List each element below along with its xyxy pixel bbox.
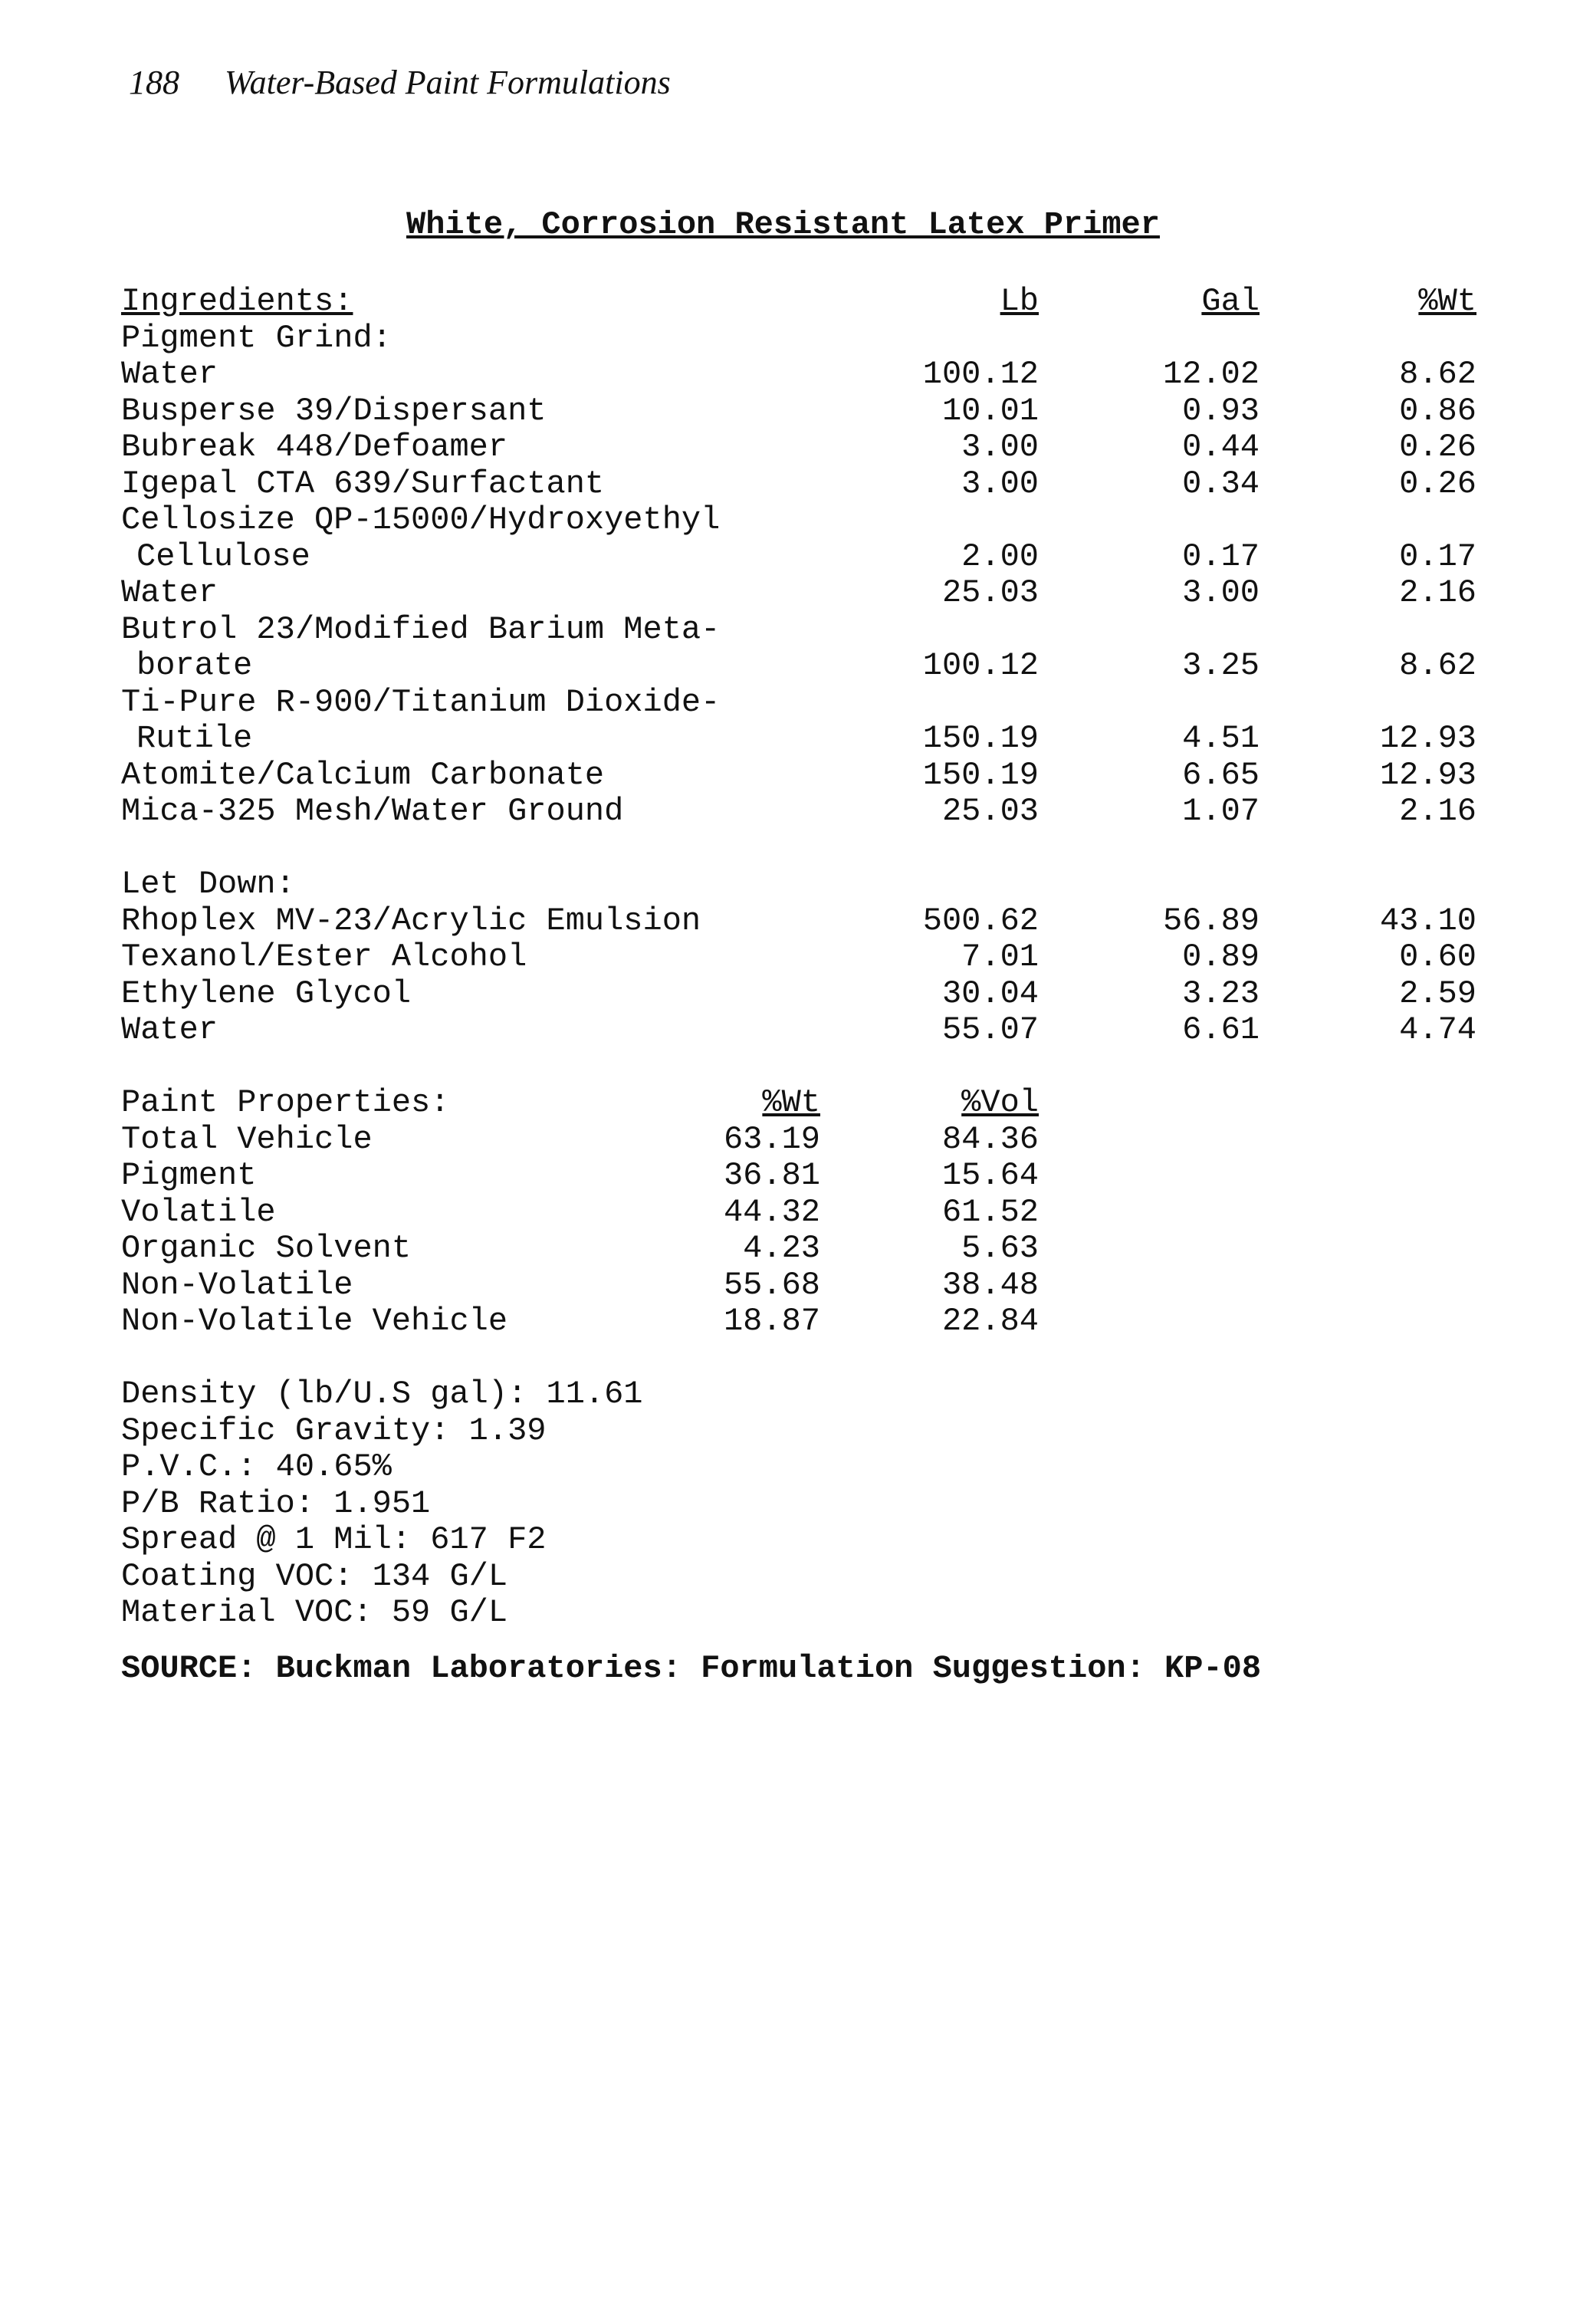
ingredient-row-continued xyxy=(0,648,1570,685)
ingredient-wt: 8.62 xyxy=(1399,356,1476,393)
ingredient-gal: 6.61 xyxy=(1182,1011,1260,1048)
ingredient-row xyxy=(0,612,1570,649)
ingredient-wt: 0.60 xyxy=(1399,938,1476,975)
spread: Spread @ 1 Mil: 617 F2 xyxy=(121,1521,547,1558)
ingredient-lb: 55.07 xyxy=(941,1011,1039,1048)
formulation-title: White, Corrosion Resistant Latex Primer xyxy=(406,206,1160,243)
property-vol: 38.48 xyxy=(941,1266,1039,1303)
property-vol-header: %Vol xyxy=(961,1084,1039,1121)
column-header-row xyxy=(0,284,1570,320)
property-wt: 18.87 xyxy=(723,1303,820,1340)
section-heading: Paint Properties: xyxy=(121,1084,450,1121)
property-wt: 63.19 xyxy=(723,1120,820,1158)
ingredient-wt: 2.59 xyxy=(1399,975,1476,1012)
property-row xyxy=(0,1122,1570,1159)
ingredient-lb: 7.01 xyxy=(961,938,1039,975)
ingredient-lb: 150.19 xyxy=(922,720,1039,757)
source-line: SOURCE: Buckman Laboratories: Formulation Suggestion: KP-08 xyxy=(121,1650,1262,1687)
property-wt: 36.81 xyxy=(723,1157,820,1194)
ingredient-wt: 12.93 xyxy=(1379,720,1476,757)
ingredient-gal: 0.44 xyxy=(1182,429,1260,465)
ingredient-row xyxy=(0,685,1570,722)
ingredient-lb: 25.03 xyxy=(941,793,1039,830)
let-down-heading xyxy=(0,866,1570,903)
ingredient-wt: 2.16 xyxy=(1399,574,1476,611)
ingredient-gal: 6.65 xyxy=(1182,756,1260,794)
specific-gravity: Specific Gravity: 1.39 xyxy=(121,1412,547,1449)
ingredient-gal: 3.23 xyxy=(1182,975,1260,1012)
ingredient-name: Water xyxy=(121,1011,218,1048)
ingredient-name: Igepal CTA 639/Surfactant xyxy=(121,465,605,502)
property-vol: 5.63 xyxy=(961,1230,1039,1267)
paint-properties-header-row xyxy=(0,1085,1570,1122)
lb-header: Lb xyxy=(1000,283,1039,320)
ingredient-lb: 25.03 xyxy=(941,574,1039,611)
ingredient-lb: 150.19 xyxy=(922,756,1039,794)
section-heading: Let Down: xyxy=(121,866,295,902)
ingredient-name: Water xyxy=(121,356,218,393)
ingredient-row xyxy=(0,794,1570,830)
book-title: Water-Based Paint Formulations xyxy=(225,64,671,101)
ingredient-row xyxy=(0,1012,1570,1049)
ingredient-name: Atomite/Calcium Carbonate xyxy=(121,756,605,794)
ingredient-wt: 8.62 xyxy=(1399,647,1476,684)
ingredient-row xyxy=(0,466,1570,503)
ingredient-name-continued: Rutile xyxy=(136,720,253,757)
ingredient-row xyxy=(0,758,1570,794)
ingredient-gal: 56.89 xyxy=(1162,902,1260,939)
property-row xyxy=(0,1267,1570,1304)
property-row xyxy=(0,1158,1570,1195)
ingredient-name: Texanol/Ester Alcohol xyxy=(121,938,527,975)
ingredient-gal: 3.00 xyxy=(1182,574,1260,611)
ingredient-name-continued: Cellulose xyxy=(136,537,310,575)
property-wt: 55.68 xyxy=(723,1266,820,1303)
property-name: Organic Solvent xyxy=(121,1230,412,1267)
ingredient-wt: 2.16 xyxy=(1399,793,1476,830)
property-wt: 4.23 xyxy=(743,1230,820,1267)
ingredient-wt: 0.26 xyxy=(1399,465,1476,502)
ingredient-lb: 100.12 xyxy=(922,647,1039,684)
ingredient-row xyxy=(0,357,1570,393)
ingredient-row xyxy=(0,393,1570,430)
ingredient-row xyxy=(0,903,1570,940)
ingredient-name: Busperse 39/Dispersant xyxy=(121,392,547,429)
constant-line xyxy=(0,1413,1570,1450)
ingredient-row xyxy=(0,939,1570,976)
ingredient-lb: 10.01 xyxy=(941,392,1039,429)
constant-line xyxy=(0,1449,1570,1486)
constant-line xyxy=(0,1486,1570,1523)
property-name: Non-Volatile xyxy=(121,1266,353,1303)
ingredient-name: Cellosize QP-15000/Hydroxyethyl xyxy=(121,501,721,538)
ingredient-lb: 100.12 xyxy=(922,356,1039,393)
property-row xyxy=(0,1195,1570,1231)
property-name: Volatile xyxy=(121,1193,276,1231)
property-vol: 22.84 xyxy=(941,1303,1039,1340)
density: Density (lb/U.S gal): 11.61 xyxy=(121,1376,643,1412)
ingredient-gal: 4.51 xyxy=(1182,720,1260,757)
ingredients-header: Ingredients: xyxy=(121,283,353,320)
ingredient-lb: 3.00 xyxy=(961,465,1039,502)
ingredient-row xyxy=(0,429,1570,466)
ingredient-wt: 0.17 xyxy=(1399,537,1476,575)
section-heading: Pigment Grind: xyxy=(121,319,392,357)
gal-header: Gal xyxy=(1201,283,1260,320)
ingredient-row xyxy=(0,502,1570,539)
ingredient-row xyxy=(0,575,1570,612)
ingredient-name: Bubreak 448/Defoamer xyxy=(121,429,508,465)
ingredient-lb: 3.00 xyxy=(961,429,1039,465)
property-row xyxy=(0,1231,1570,1267)
property-vol: 15.64 xyxy=(941,1157,1039,1194)
constant-line xyxy=(0,1522,1570,1559)
ingredient-name: Rhoplex MV-23/Acrylic Emulsion xyxy=(121,902,701,939)
ingredient-wt: 12.93 xyxy=(1379,756,1476,794)
property-vol: 61.52 xyxy=(941,1193,1039,1231)
ingredient-wt: 0.86 xyxy=(1399,392,1476,429)
page-header xyxy=(129,63,671,102)
pb-ratio: P/B Ratio: 1.951 xyxy=(121,1484,431,1522)
ingredient-wt: 4.74 xyxy=(1399,1011,1476,1048)
ingredient-gal: 0.34 xyxy=(1182,465,1260,502)
ingredient-name: Ti-Pure R-900/Titanium Dioxide- xyxy=(121,683,721,721)
ingredient-name: Mica-325 Mesh/Water Ground xyxy=(121,793,624,830)
ingredient-wt: 43.10 xyxy=(1379,902,1476,939)
page-number: 188 xyxy=(129,64,179,101)
ingredient-name: Ethylene Glycol xyxy=(121,975,412,1012)
ingredient-gal: 1.07 xyxy=(1182,793,1260,830)
pigment-grind-heading xyxy=(0,320,1570,357)
property-wt-header: %Wt xyxy=(762,1084,820,1121)
ingredient-gal: 0.17 xyxy=(1182,537,1260,575)
property-vol: 84.36 xyxy=(941,1120,1039,1158)
ingredient-row xyxy=(0,976,1570,1013)
constant-line xyxy=(0,1559,1570,1596)
ingredient-lb: 2.00 xyxy=(961,537,1039,575)
ingredient-gal: 3.25 xyxy=(1182,647,1260,684)
coating-voc: Coating VOC: 134 G/L xyxy=(121,1557,508,1595)
ingredient-name: Butrol 23/Modified Barium Meta- xyxy=(121,610,721,648)
ingredient-name-continued: borate xyxy=(136,647,253,684)
property-row xyxy=(0,1303,1570,1340)
ingredient-name: Water xyxy=(121,574,218,611)
constant-line xyxy=(0,1595,1570,1632)
material-voc: Material VOC: 59 G/L xyxy=(121,1594,508,1631)
wt-header: %Wt xyxy=(1418,283,1476,320)
ingredient-gal: 0.93 xyxy=(1182,392,1260,429)
ingredient-row-continued xyxy=(0,721,1570,758)
property-name: Pigment xyxy=(121,1157,257,1194)
ingredient-lb: 30.04 xyxy=(941,975,1039,1012)
ingredient-gal: 12.02 xyxy=(1162,356,1260,393)
ingredient-lb: 500.62 xyxy=(922,902,1039,939)
pvc: P.V.C.: 40.65% xyxy=(121,1448,392,1485)
property-name: Total Vehicle xyxy=(121,1120,373,1158)
constant-line xyxy=(0,1376,1570,1413)
property-name: Non-Volatile Vehicle xyxy=(121,1303,508,1340)
ingredient-wt: 0.26 xyxy=(1399,429,1476,465)
property-wt: 44.32 xyxy=(723,1193,820,1231)
ingredient-row-continued xyxy=(0,539,1570,576)
ingredient-gal: 0.89 xyxy=(1182,938,1260,975)
